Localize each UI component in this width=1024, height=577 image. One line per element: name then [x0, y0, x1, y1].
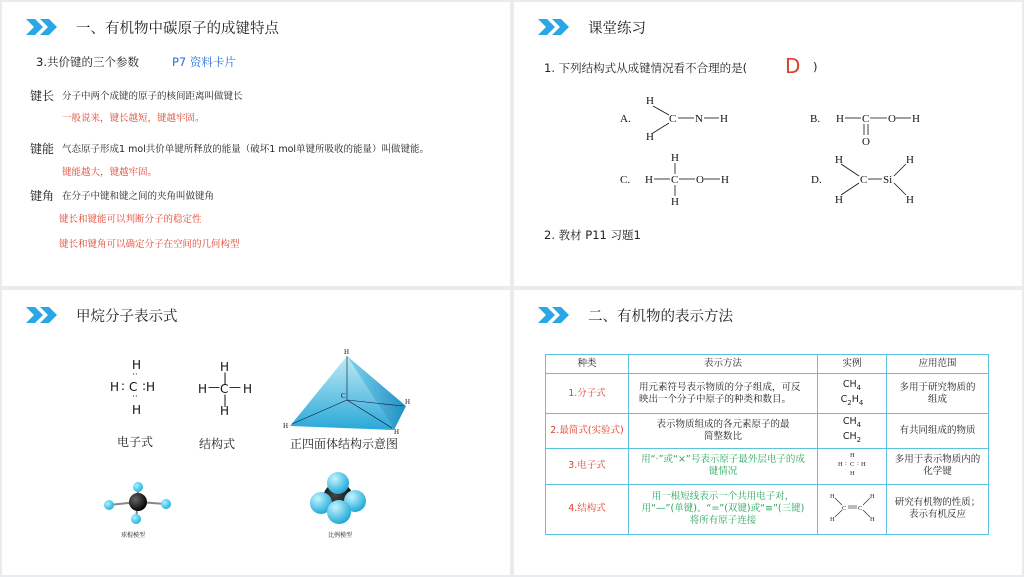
svg-text:H: H: [906, 154, 914, 166]
svg-text:H: H: [646, 131, 654, 143]
electron-formula-label: 电子式: [117, 435, 154, 449]
svg-text:H: H: [835, 194, 843, 206]
header-example: 实例: [818, 355, 887, 374]
svg-text:H: H: [836, 113, 844, 125]
panel-methane: [2, 290, 510, 575]
representation-table: [545, 354, 989, 535]
svg-text:H: H: [720, 113, 728, 125]
svg-text:H: H: [645, 174, 653, 186]
question-1-close: ): [813, 60, 818, 74]
svg-text:H: H: [850, 452, 855, 460]
electron-formula-mini: [832, 451, 872, 477]
svg-text:H: H: [861, 461, 866, 469]
option-a-label: A.: [620, 113, 631, 125]
svg-text:H: H: [838, 461, 843, 469]
svg-text:C: C: [860, 174, 868, 186]
svg-text:H: H: [912, 113, 920, 125]
svg-text:H: H: [830, 493, 835, 501]
option-b-label: B.: [810, 113, 821, 125]
svg-text:H: H: [344, 348, 350, 356]
table-row: 1.分子式 用元素符号表示物质的分子组成，可反映出一个分子中原子的种类和数目。 $CH_4$ $C_2H_4$ 多用于研究物质的组成: [546, 374, 989, 414]
svg-text:O: O: [888, 113, 896, 125]
double-chevron-icon: [26, 305, 62, 325]
panel-exercise: [514, 2, 1022, 286]
option-c-label: C.: [620, 174, 631, 186]
tetrahedron-label: 正四面体结构示意图: [290, 437, 399, 451]
panel3-header: [26, 304, 178, 326]
svg-text:H: H: [671, 196, 679, 208]
stability-note: 键长和键能可以判断分子的稳定性: [59, 214, 202, 225]
svg-text:C: C: [669, 113, 677, 125]
svg-text:H: H: [870, 493, 875, 501]
panel2-title: 课堂练习: [588, 20, 646, 37]
resource-card-link[interactable]: P7 资料卡片: [172, 55, 236, 69]
bond-angle-label: 键角: [30, 189, 55, 203]
structural-formula-label: 结构式: [199, 437, 236, 451]
svg-text:H: H: [405, 398, 411, 406]
structural-formula: H C H H H — — | |: [198, 360, 253, 418]
svg-text::: :: [845, 460, 847, 468]
svg-text:C: C: [862, 113, 870, 125]
table-row: 3.电子式 用“·”或“×”号表示原子最外层电子的成键情况 H H C H H : : 多用于表示物质内的化学键: [546, 448, 989, 484]
answer-mark: D: [785, 54, 801, 78]
double-chevron-icon: [538, 305, 574, 325]
space-filling-label: 比例模型: [328, 532, 353, 539]
bond-length-note: 一般说来，键长越短，键越牢固。: [62, 113, 205, 124]
bond-energy-note: 键能越大，键越牢固。: [62, 167, 158, 178]
panel1-header: [26, 16, 279, 38]
svg-text:H: H: [671, 152, 679, 164]
svg-text:H: H: [830, 516, 835, 524]
svg-text:H: H: [394, 428, 400, 434]
bond-energy-def: 气态原子形成1 mol共价单键所释放的能量（破坏1 mol单键所吸收的能量）叫做键能。: [62, 144, 430, 155]
svg-text:N: N: [695, 113, 703, 125]
bond-length-label: 键长: [30, 89, 55, 103]
tetrahedron-diagram: [282, 348, 412, 434]
panel-representation: [514, 290, 1022, 575]
ball-stick-model: [98, 482, 178, 527]
panel4-header: [538, 304, 733, 326]
svg-text:H: H: [850, 470, 855, 478]
svg-text:O: O: [862, 136, 870, 148]
svg-text:Si: Si: [883, 174, 893, 186]
space-filling-model: [307, 472, 369, 527]
bond-angle-def: 在分子中键和键之间的夹角叫做键角: [62, 191, 215, 202]
svg-text:O: O: [696, 174, 704, 186]
structure-options: [514, 2, 1022, 286]
subtitle: 3.共价键的三个参数: [36, 55, 139, 69]
panel1-title: 一、有机物中碳原子的成键特点: [76, 20, 279, 37]
bond-energy-label: 键能: [30, 142, 55, 156]
ball-stick-label: 球棍模型: [121, 532, 146, 539]
svg-text:H: H: [835, 154, 843, 166]
question-2: 2. 教材 P11 习题1: [544, 228, 641, 242]
option-d-label: D.: [811, 174, 822, 186]
panel-bond-parameters: [2, 2, 510, 286]
svg-text:H: H: [870, 516, 875, 524]
header-method: 表示方法: [629, 355, 818, 374]
table-header-row: [546, 355, 989, 374]
panel3-title: 甲烷分子表示式: [76, 308, 178, 325]
question-1: 1. 下列结构式从成键情况看不合理的是(: [544, 61, 748, 75]
svg-text:H: H: [283, 422, 289, 430]
svg-text:H: H: [906, 194, 914, 206]
header-kind: 种类: [546, 355, 629, 374]
table-row: 2.最简式(实验式) 表示物质组成的各元素原子的最简整数比 $CH_4$ $CH_2$ 有共同组成的物质: [546, 414, 989, 449]
double-chevron-icon: [26, 17, 62, 37]
svg-text:C: C: [858, 505, 863, 513]
bond-length-def: 分子中两个成键的原子的核间距离叫做键长: [62, 91, 243, 102]
header-usage: 应用范围: [887, 355, 989, 374]
svg-text:C: C: [671, 174, 679, 186]
electron-formula: H H : C : H H ·· ··: [110, 358, 156, 417]
svg-text:H: H: [721, 174, 729, 186]
structural-formula-mini: [827, 490, 877, 524]
svg-text:C: C: [341, 392, 346, 400]
table-row: 4.结构式 用一根短线表示一个共用电子对，用“—”(单键)、“=”(双键)或“≡”(三键)将所有原子连接 H H C C H H 研究有机物的性质；表示有机反应: [546, 484, 989, 534]
svg-text:H: H: [646, 95, 654, 107]
panel4-title: 二、有机物的表示方法: [588, 308, 733, 325]
svg-text:C: C: [850, 461, 855, 469]
geometry-note: 键长和键角可以确定分子在空间的几何构型: [59, 239, 240, 250]
svg-text::: :: [857, 460, 859, 468]
svg-text:C: C: [842, 505, 847, 513]
